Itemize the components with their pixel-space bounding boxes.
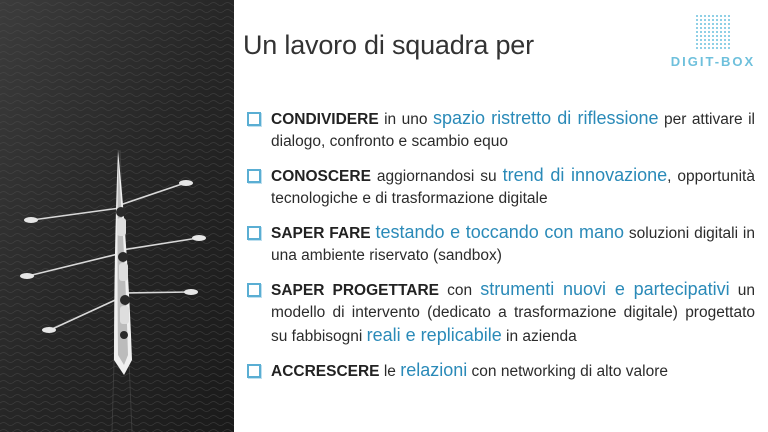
bullet-highlight: relazioni — [400, 360, 468, 380]
bullet-text: le — [379, 363, 401, 380]
slide-title: Un lavoro di squadra per — [243, 30, 534, 60]
bullet-text: con — [439, 282, 481, 299]
bullet-keyword: ACCRESCERE — [271, 363, 380, 380]
bullet-keyword: CONDIVIDERE — [271, 111, 379, 128]
checkbox-square-icon — [247, 169, 261, 183]
bullet-text: in uno — [378, 111, 433, 128]
checkbox-square-icon — [247, 112, 261, 126]
bullet-text: con networking di alto valore — [467, 363, 669, 380]
logo-text: DIGIT-BOX — [670, 54, 756, 69]
checkbox-square-icon — [247, 226, 261, 240]
rowing-boat-photo — [0, 0, 234, 432]
bullet-item — [243, 164, 755, 210]
bullet-keyword: SAPER PROGETTARE — [271, 282, 439, 299]
logo-dot-grid-icon — [695, 14, 731, 50]
bullet-keyword: CONOSCERE — [271, 168, 371, 185]
digit-box-logo — [663, 14, 763, 74]
bullet-text: un modello di intervento (dedicato a trasformazione digitale) progettato su fabbisogni — [271, 282, 756, 345]
bullet-text: aggiornandosi su — [370, 168, 503, 185]
bullet-item — [243, 221, 755, 267]
bullet-text: per attivare il dialogo, confronto e scambio equo — [271, 111, 755, 150]
bullet-highlight: strumenti nuovi e partecipativi — [480, 279, 730, 299]
checkbox-square-icon — [247, 364, 261, 378]
bullet-highlight: testando e toccando con mano — [375, 222, 624, 242]
bullet-item — [243, 107, 755, 153]
bullet-list — [243, 107, 755, 383]
bullet-text: in azienda — [501, 328, 577, 345]
bullet-highlight: trend di innovazione — [502, 165, 668, 185]
bullet-text: soluzioni digitali in una ambiente riservato (sandbox) — [271, 225, 755, 264]
checkbox-square-icon — [247, 283, 261, 297]
bullet-highlight: spazio ristretto di riflessione — [432, 108, 659, 128]
bullet-text: , opportunità tecnologiche e di trasformazione digitale — [271, 168, 755, 207]
bullet-keyword: SAPER FARE — [271, 225, 371, 242]
bullet-item — [243, 278, 755, 348]
bullet-item — [243, 359, 755, 383]
bullet-highlight: reali e replicabile — [366, 325, 502, 345]
